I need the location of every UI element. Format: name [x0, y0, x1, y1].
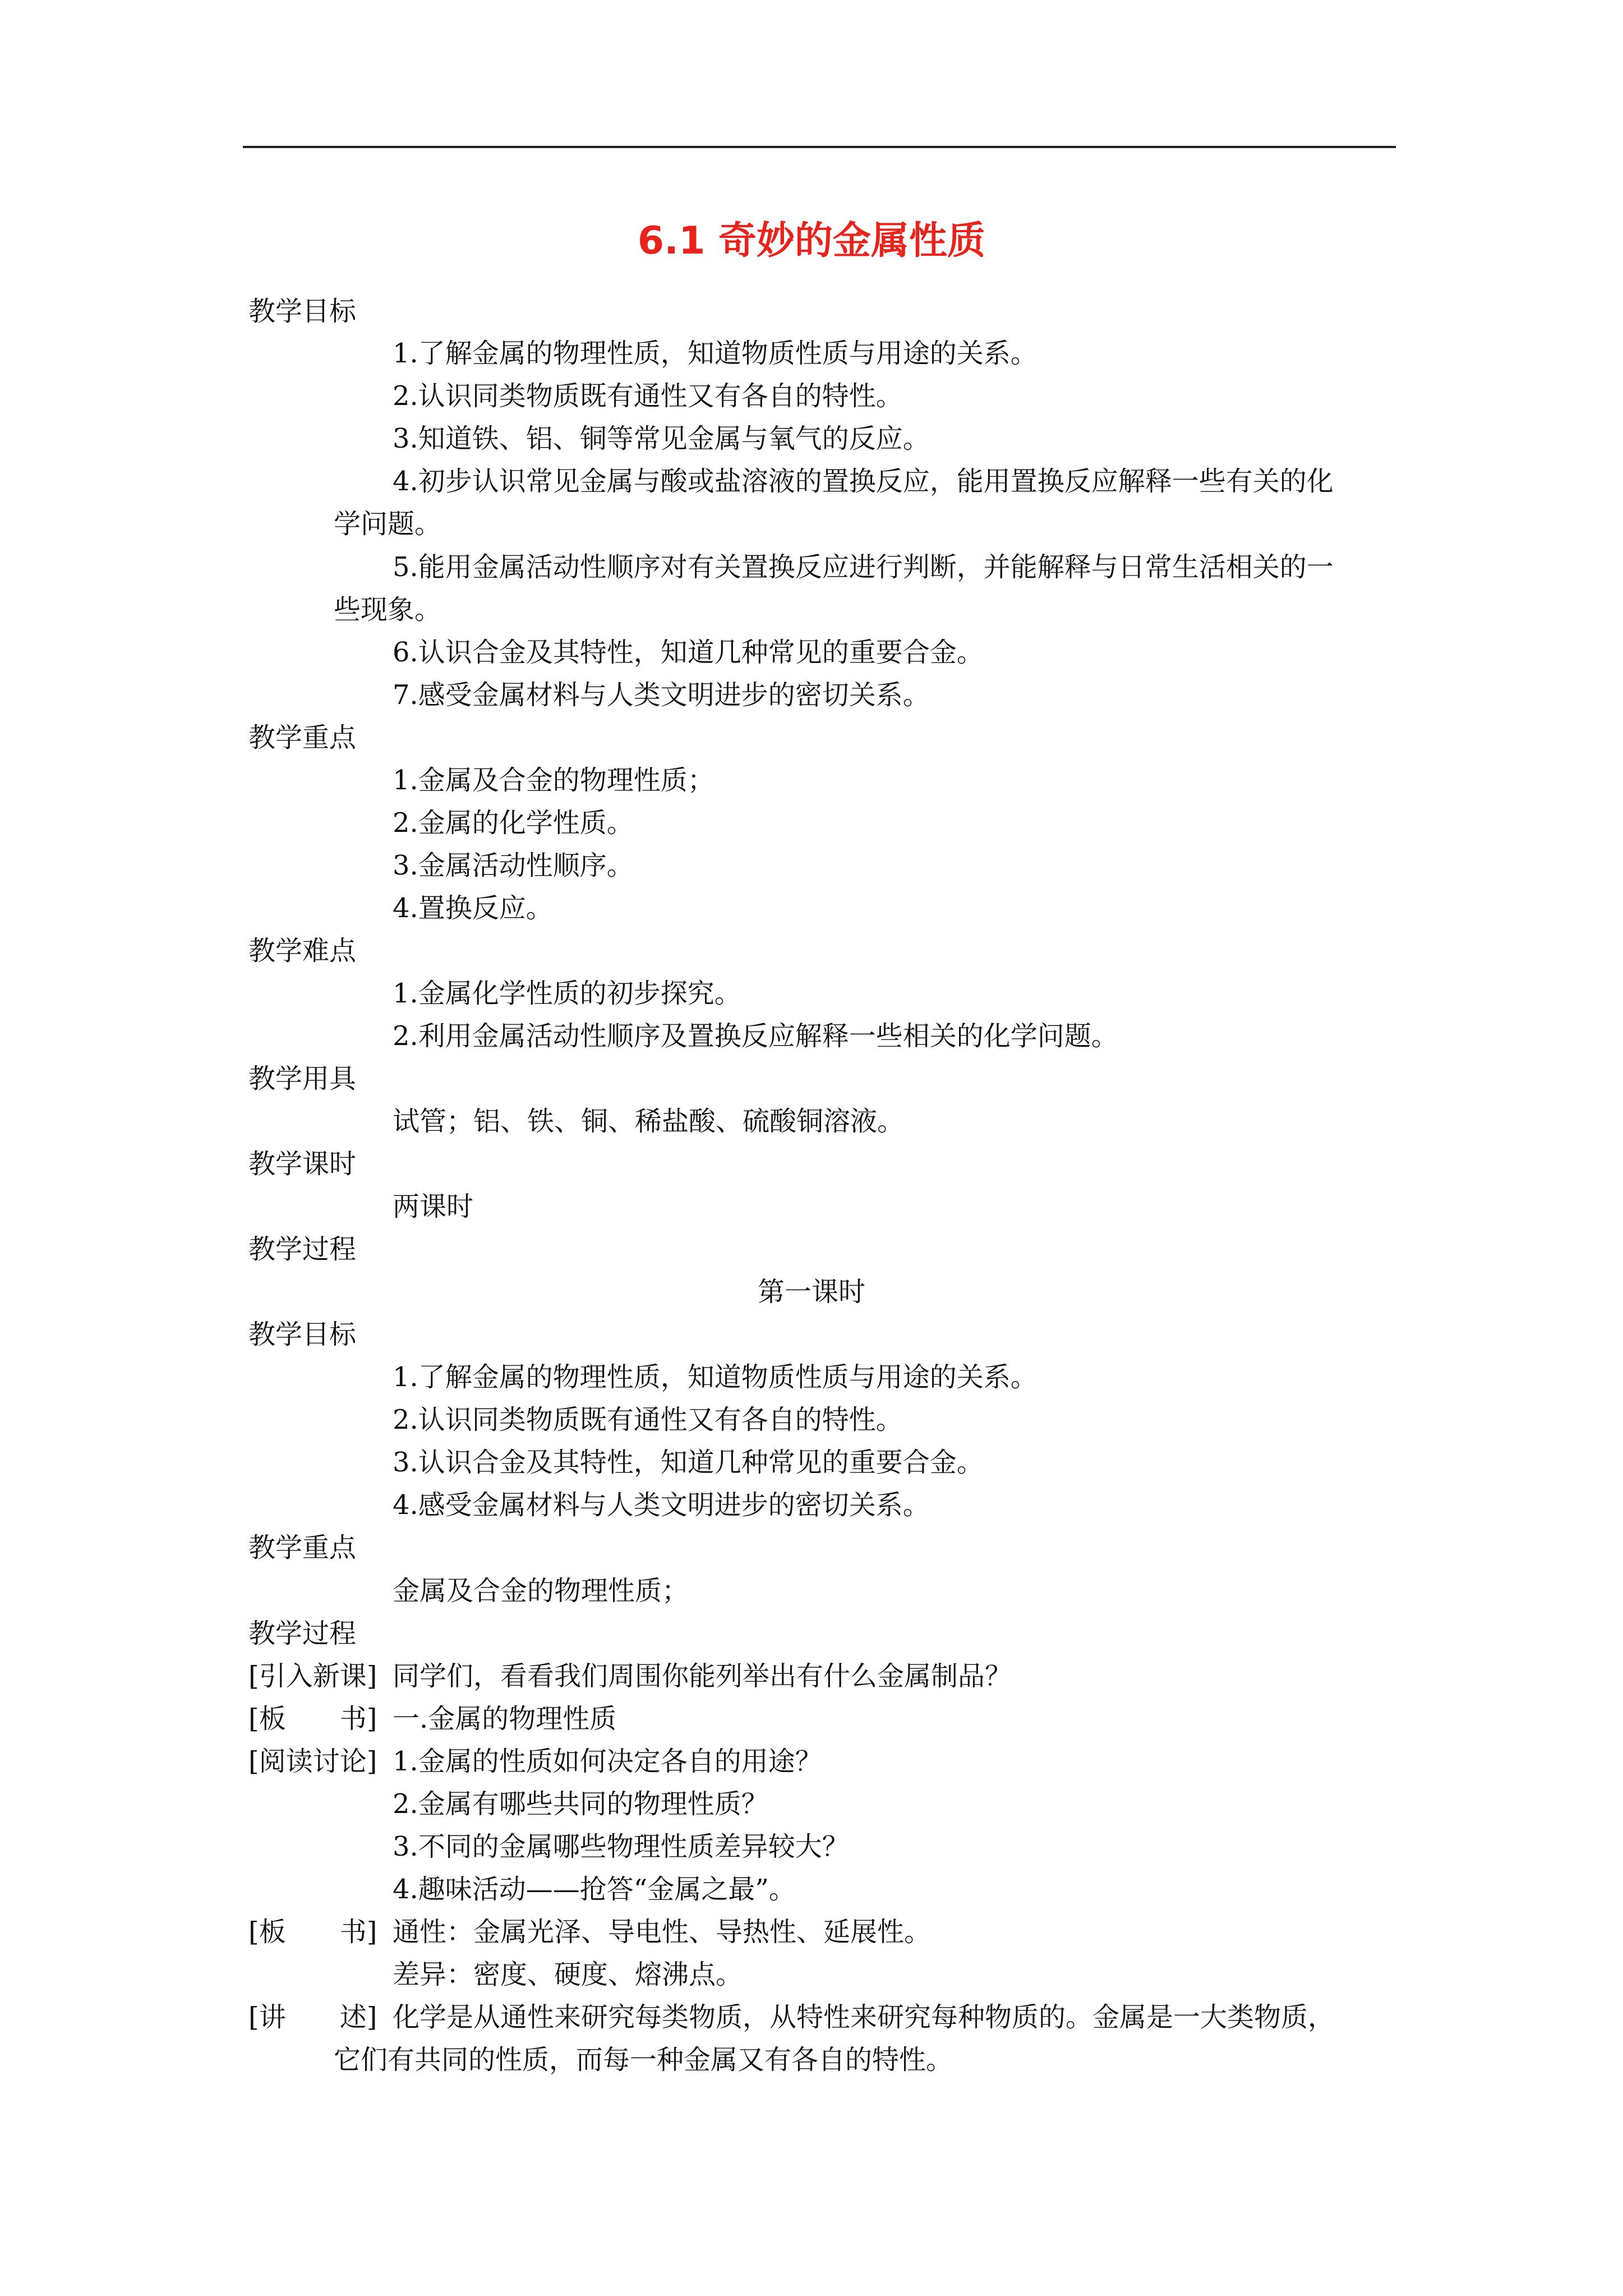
text-line [248, 1617, 356, 1650]
line-text: 1.金属的性质如何决定各自的用途？ [393, 1746, 822, 1777]
line-text: 教学用具 [248, 1063, 357, 1094]
text-line [248, 295, 356, 328]
text-line [393, 379, 903, 413]
text-line [393, 1019, 1118, 1053]
text-line [393, 891, 553, 925]
text-line [393, 1360, 1038, 1394]
text-line [393, 550, 1334, 584]
text-line [393, 849, 634, 882]
line-text: 第一课时 [757, 1276, 865, 1308]
section-tag: [讲 述] [248, 2001, 377, 2033]
line-text: 1.金属及合金的物理性质； [393, 765, 714, 796]
line-text: 化学是从通性来研究每类物质，从特性来研究每种物质的。金属是一大类物质， [393, 2001, 1335, 2033]
text-line [393, 337, 1038, 370]
line-text: 2.利用金属活动性顺序及置换反应解释一些相关的化学问题。 [393, 1020, 1118, 1052]
line-text: 教学目标 [248, 296, 357, 327]
line-text: 些现象。 [334, 594, 442, 625]
line-text: 3.不同的金属哪些物理性质差异较大？ [393, 1831, 849, 1862]
line-text: 4.初步认识常见金属与酸或盐溶液的置换反应，能用置换反应解释一些有关的化 [393, 466, 1334, 497]
text-line [334, 507, 441, 541]
line-text: 5.能用金属活动性顺序对有关置换反应进行判断，并能解释与日常生活相关的一 [393, 551, 1334, 583]
line-text: 金属及合金的物理性质； [393, 1575, 689, 1607]
text-line [248, 2000, 1335, 2034]
text-line [248, 1147, 356, 1181]
text-line [393, 464, 1334, 498]
text-line [248, 1702, 616, 1736]
text-line [393, 806, 634, 840]
line-text: 试管；铝、铁、铜、稀盐酸、硫酸铜溶液。 [393, 1106, 905, 1137]
text-line [248, 1745, 822, 1778]
text-line [248, 1915, 931, 1949]
text-line [334, 2043, 953, 2077]
text-line [248, 1531, 356, 1565]
section-tag: [引入新课] [248, 1660, 377, 1692]
line-text: 它们有共同的性质，而每一种金属又有各自的特性。 [334, 2044, 953, 2076]
line-text: 1.了解金属的物理性质，知道物质性质与用途的关系。 [393, 338, 1038, 369]
text-line [248, 1232, 356, 1266]
text-line [248, 721, 356, 754]
line-text: 两课时 [393, 1191, 474, 1222]
text-line [393, 1446, 984, 1479]
text-line [393, 678, 930, 712]
text-line [393, 1830, 849, 1864]
text-line [334, 593, 441, 627]
line-text: 7.感受金属材料与人类文明进步的密切关系。 [393, 679, 930, 711]
line-text: 4.置换反应。 [393, 892, 553, 924]
line-text: 一.金属的物理性质 [393, 1703, 617, 1734]
text-line [393, 1105, 904, 1138]
text-line [393, 1574, 689, 1608]
text-line [393, 422, 930, 455]
page-title: 6.1 奇妙的金属性质 [637, 219, 986, 263]
line-text: 学问题。 [334, 508, 442, 540]
text-line [248, 1062, 356, 1096]
line-text: 2.金属的化学性质。 [393, 807, 634, 839]
text-line [393, 763, 714, 797]
text-line [393, 1403, 903, 1437]
line-text: 同学们，看看我们周围你能列举出有什么金属制品？ [393, 1660, 1012, 1692]
line-text: 4.感受金属材料与人类文明进步的密切关系。 [393, 1489, 930, 1521]
line-text: 3.知道铁、铝、铜等常见金属与氧气的反应。 [393, 423, 930, 454]
text-line [248, 1659, 1012, 1693]
text-line [393, 1488, 930, 1522]
text-line [393, 1190, 473, 1223]
text-line [393, 977, 741, 1010]
line-text: 教学目标 [248, 1319, 357, 1350]
line-text: 差异：密度、硬度、熔沸点。 [393, 1959, 743, 1990]
line-text: 教学重点 [248, 1532, 357, 1563]
line-text: 2.认识同类物质既有通性又有各自的特性。 [393, 380, 903, 412]
line-text: 4.趣味活动——抢答“金属之最”。 [393, 1874, 796, 1905]
text-line [393, 636, 984, 669]
section-tag: [阅读讨论] [248, 1746, 377, 1777]
text-line [0, 1275, 1623, 1309]
section-tag: [板 书] [248, 1916, 377, 1948]
line-text: 6.认识合金及其特性，知道几种常见的重要合金。 [393, 637, 984, 668]
text-line [248, 1318, 356, 1351]
line-text: 教学难点 [248, 935, 357, 967]
text-line [393, 1787, 768, 1821]
line-text: 教学重点 [248, 722, 357, 753]
line-text: 2.认识同类物质既有通性又有各自的特性。 [393, 1404, 903, 1435]
text-line [393, 1872, 796, 1906]
line-text: 教学过程 [248, 1618, 357, 1649]
header-rule [243, 146, 1396, 148]
line-text: 通性：金属光泽、导电性、导热性、延展性。 [393, 1916, 932, 1948]
line-text: 教学过程 [248, 1234, 357, 1265]
line-text: 1.了解金属的物理性质，知道物质性质与用途的关系。 [393, 1361, 1038, 1393]
line-text: 1.金属化学性质的初步探究。 [393, 978, 741, 1009]
section-tag: [板 书] [248, 1703, 377, 1734]
line-text: 2.金属有哪些共同的物理性质？ [393, 1788, 768, 1820]
line-text: 3.金属活动性顺序。 [393, 850, 634, 881]
line-text: 3.认识合金及其特性，知道几种常见的重要合金。 [393, 1447, 984, 1478]
text-line [248, 934, 356, 968]
text-line [393, 1958, 743, 1991]
line-text: 教学课时 [248, 1148, 357, 1180]
